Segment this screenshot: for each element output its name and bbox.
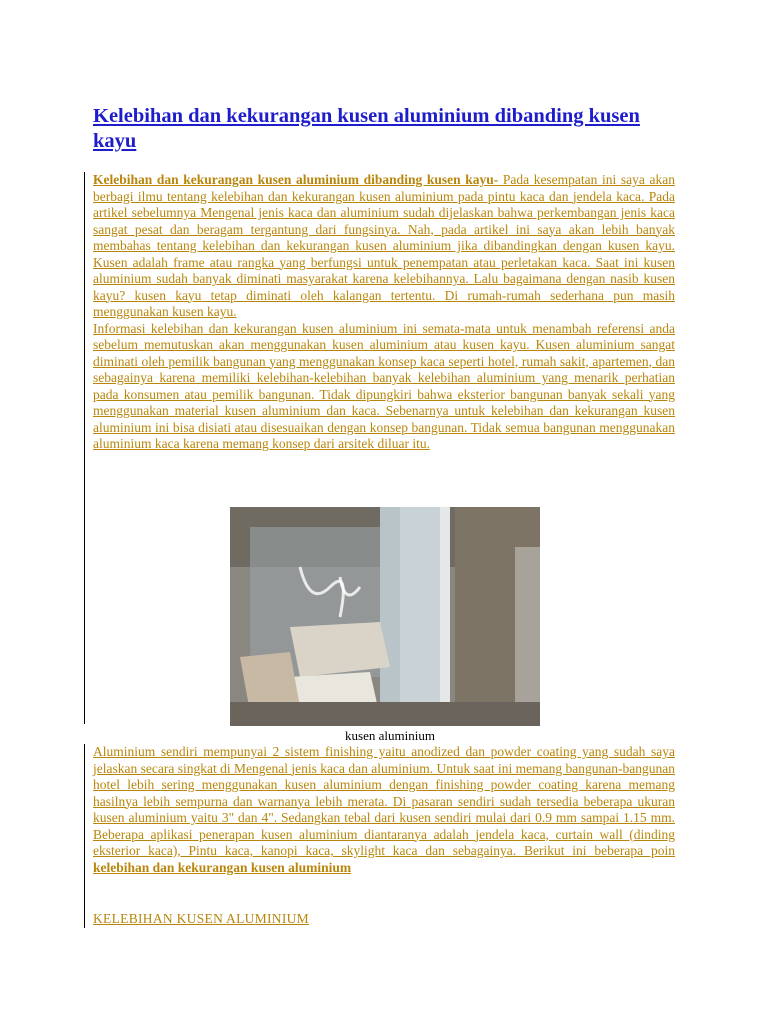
paragraph-intro-body: Pada kesempatan ini saya akan berbagi ilmu tentang kelebihan dan kekurangan kusen aluminium pada pintu kaca dan jendela kaca. Pada artikel sebelumnya Mengenal jenis kaca dan aluminium sudah dijelaskan bahwa perkembangan jenis kaca sangat pesat dan beragam tergantung dari fungsinya. Nah, pada artikel ini saya akan lebih banyak membahas tentang kelebihan dan kekurangan kusen aluminium jika dibandingkan dengan kusen kayu. Kusen adalah frame atau rangka yang berfungsi untuk penempatan atau perletakan kaca. Saat ini kusen aluminium sudah banyak diminati masyarakat karena kelebihannya. Lalu bagaimana dengan nasib kusen kayu? kusen kayu tetap diminati oleh kalangan tertentu. Di rumah-rumah sederhana pun masih menggunakan kusen kayu. [93,172,675,319]
paragraph-finishing[interactable] [93,744,675,876]
paragraph-intro[interactable] [93,172,675,453]
photo-caption: kusen aluminium [345,728,435,743]
paragraph-finishing-body: Aluminium sendiri mempunyai 2 sistem finishing yaitu anodized dan powder coating yang sudah saya jelaskan secara singkat di Mengenal jenis kaca dan aluminium. Untuk saat ini memang bangunan-bangunan hotel lebih sering menggunakan kusen aluminium dengan finishing powder coating karena memang hasilnya lebih sempurna dan warnanya lebih merata. Di pasaran sendiri sudah tersedia beberapa ukuran kusen aluminium yaitu 3" dan 4". Sedangkan tebal dari kusen sendiri mulai dari 0.9 mm sampai 1.15 mm. Beberapa aplikasi penerapan kusen aluminium diantaranya adalah jendela kaca, curtain wall (dinding eksterior kaca), Pintu kaca, kanopi kaca, skylight kaca dan sebagainya. Berikut ini beberapa poin [93,744,675,858]
kusen-aluminium-photo [230,507,540,726]
paragraph-informasi: Informasi kelebihan dan kekurangan kusen aluminium ini semata-mata untuk menambah referensi anda sebelum memutuskan akan menggunakan kusen aluminium atau kusen kayu. Kusen aluminium sangat diminati oleh pemilik bangunan yang menggunakan konsep kaca seperti hotel, rumah sakit, apartemen, dan sebagainya karena memiliki kelebihan-kelebihan banyak kelebihan aluminium yang menarik perhatian pada konsumen atau pemilik bangunan. Tidak dipungkiri bahwa eksterior bangunan banyak sekali yang menggunakan material kusen aluminium dan kaca. Sebenarnya untuk kelebihan dan kekurangan kusen aluminium ini bisa disiati atau disesuaikan dengan konsep bangunan. Tidak semua bangunan menggunakan aluminium kaca karena memang konsep dari arsitek diluar itu. [93,320,675,451]
paragraph-finishing-bold: kelebihan dan kekurangan kusen aluminium [93,859,352,875]
left-margin-bar-lower [84,744,85,928]
article-title[interactable]: Kelebihan dan kekurangan kusen aluminium dibanding kusen kayu [93,105,640,152]
heading-kelebihan[interactable]: KELEBIHAN KUSEN ALUMINIUM [93,911,309,926]
left-margin-bar [84,172,85,724]
paragraph-intro-lead: Kelebihan dan kekurangan kusen aluminium dibanding kusen kayu- [93,172,499,187]
photo-illustration [230,507,540,726]
